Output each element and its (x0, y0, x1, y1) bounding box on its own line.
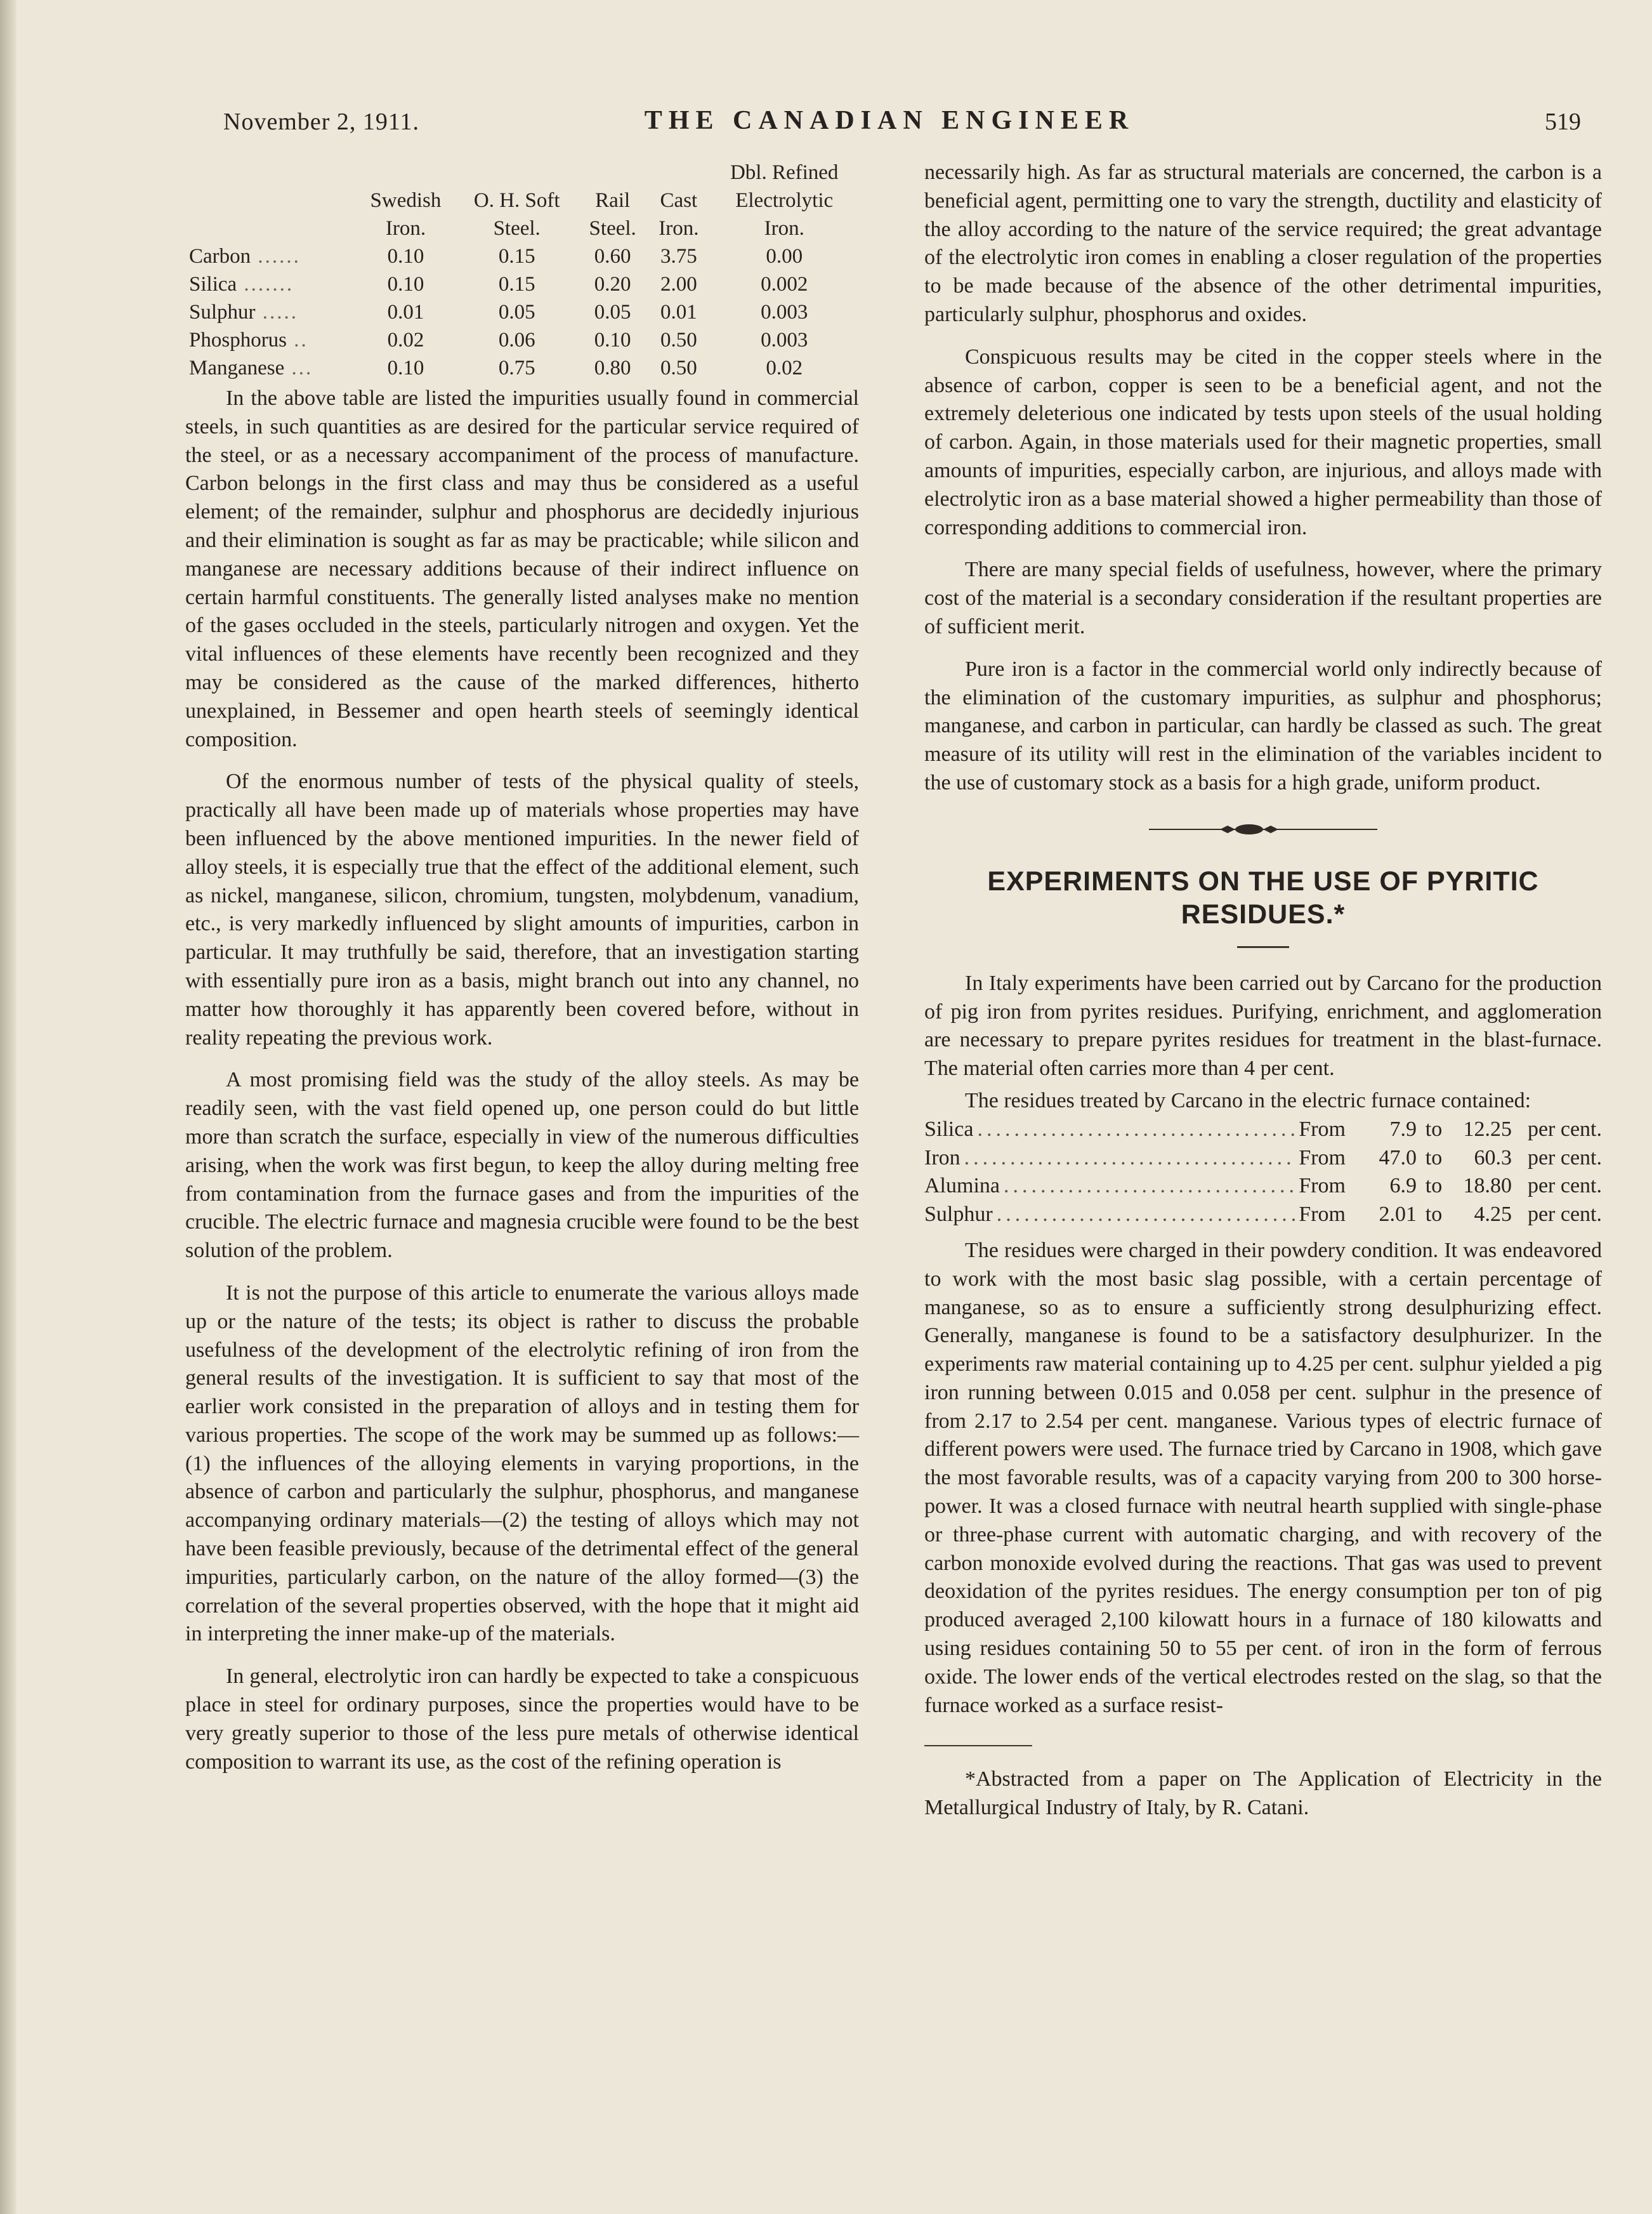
range-low: 47.0 (1379, 1145, 1417, 1170)
range-from-label: From (1299, 1203, 1346, 1227)
issue-date: November 2, 1911. (223, 109, 419, 135)
column-header: Steel. (493, 217, 541, 240)
body-paragraph: A most promising field was the study of the alloy steels. As may be readily seen, with the vast field opened up, one person could do but little more than scratch the surface, especially in view of the numerous difficulties arising, when the work was first begun, to keep the alloy during melting free from contamination from the furnace gases and from the impurities of the crucible. The electric furnace and magnesia crucible were found to be the best solution of the problem. (185, 1068, 859, 1263)
table-header-row-3 (185, 214, 859, 242)
column-header (355, 159, 457, 187)
column-header (648, 159, 709, 187)
left-column (185, 159, 859, 1776)
table-cell: 0.60 (594, 245, 631, 268)
range-high: 60.3 (1474, 1145, 1512, 1170)
column-header: O. H. Soft (473, 189, 560, 212)
leader-dots: ...... (251, 245, 301, 268)
table-cell: 0.02 (766, 357, 803, 379)
table-row (185, 242, 859, 270)
table-cell: 0.003 (761, 301, 808, 324)
journal-masthead: THE CANADIAN ENGINEER (644, 106, 1135, 135)
table-row (185, 298, 859, 326)
table-cell: 0.15 (498, 273, 535, 296)
table-cell: 0.80 (594, 357, 631, 379)
range-high: 18.80 (1463, 1174, 1512, 1198)
table-cell: 2.00 (660, 273, 697, 296)
leader-dots: ... (284, 357, 313, 379)
range-low: 7.9 (1389, 1117, 1417, 1141)
leader-dots: ..... (255, 301, 299, 324)
body-paragraph: In Italy experiments have been carried out by Carcano for the production of pig iron from pyrites residues. Purifying, enrichment, and agglomeration are necessary to prepare pyrites residues for treatment in the blast-furnace. The material often carries more than 4 per cent. (924, 971, 1602, 1081)
leader-dots (1004, 1172, 1295, 1201)
row-label: Phosphorus (189, 329, 287, 352)
table-header-row-2 (185, 187, 859, 214)
leader-dots (964, 1144, 1295, 1173)
range-unit: per cent. (1527, 1203, 1602, 1227)
range-unit: per cent. (1527, 1145, 1602, 1170)
range-to-label: to (1425, 1203, 1443, 1227)
range-high: 4.25 (1474, 1203, 1512, 1227)
component-name: Alumina (924, 1174, 1000, 1198)
range-to-label: to (1425, 1117, 1443, 1141)
range-low: 6.9 (1389, 1174, 1417, 1198)
leader-dots (977, 1116, 1295, 1144)
body-paragraph: It is not the purpose of this article to enumerate the various alloys made up or the nature of the tests; its object is rather to discuss the probable usefulness of the development of the electrolytic refining of iron from the general results of the investigation. It is sufficient to say that most of the earlier work consisted in the preparation of alloys and in testing them for various properties. The scope of the work may be summed up as follows:—(1) the influences of the alloying elements in varying proportions, in the absence of carbon and particularly the sulphur, phosphorus, and manganese accompanying ordinary materials—(2) the testing of alloys which may not have been feasible previously, because of the detrimental effect of the general impurities, particularly carbon, on the nature of the alloy formed—(3) the correlation of the several properties observed, with the hope that it might aid in interpreting the inner make-up of the materials. (185, 1281, 859, 1646)
section-divider-ornament (924, 822, 1602, 837)
column-header: Steel. (589, 217, 636, 240)
body-paragraph: In the above table are listed the impurities usually found in commercial steels, in such quantities as are desired for the particular service required of the steel, or as a necessary accompaniment of the process of manufacture. Carbon belongs in the first class and may thus be considered as a useful element; of the remainder, sulphur and phosphorus are decidedly injurious and their elimination is sought as far as may be practicable; while silicon and manganese are necessary additions because of their indirect influence on certain harmful constituents. The generally listed analyses make no mention of the gases occluded in the steels, particularly nitrogen and oxygen. Yet the vital influences of these elements have recently been recognized and they may be considered as the cause of the marked differences, hitherto unexplained, in Bessemer and open hearth steels of seemingly identical composition. (185, 386, 859, 751)
leader-dots: ....... (237, 273, 294, 296)
leader-dots: .. (287, 329, 308, 352)
range-from-label: From (1299, 1117, 1346, 1141)
column-header (456, 159, 577, 187)
column-header: Iron. (764, 217, 804, 240)
range-high: 12.25 (1463, 1117, 1512, 1141)
table-header-row-1 (185, 159, 859, 187)
table-cell: 0.20 (594, 273, 631, 296)
body-paragraph: Pure iron is a factor in the commercial world only indirectly because of the elimination of the customary impurities, as sulphur and phosphorus; manganese, and carbon in particular, can hardly be classed as such. The great measure of its utility will rest in the elimination of the variables incident to the use of customary stock as a basis for a high grade, uniform product. (924, 657, 1602, 794)
title-rule (1237, 946, 1289, 948)
table-cell: 0.02 (387, 329, 424, 352)
component-name: Iron (924, 1145, 960, 1170)
component-name: Silica (924, 1117, 974, 1141)
table-cell: 0.50 (660, 329, 697, 352)
table-cell: 3.75 (660, 245, 697, 268)
row-label: Silica (189, 273, 237, 296)
table-row (185, 270, 859, 298)
table-cell: 0.15 (498, 245, 535, 268)
range-from-label: From (1299, 1145, 1346, 1170)
list-item (924, 1144, 1602, 1173)
body-paragraph: The residues were charged in their powdery condition. It was endeavored to work with the most basic slag possible, with a certain percentage of manganese, so as to ensure a sufficiently strong desulphurizing effect. Generally, manganese is found to be a satisfactory desulphurizer. In the experiments raw material containing up to 4.25 per cent. sulphur yielded a pig iron running between 0.015 and 0.058 per cent. sulphur in the presence of from 2.17 to 2.54 per cent. manganese. Various types of electric furnace of different powers were used. The furnace tried by Carcano in 1908, which gave the most favorable results, was of a capacity varying from 200 to 300 horse-power. It was a closed furnace with neutral hearth supplied with single-phase or three-phase current with automatic charging, and with recovery of the carbon monoxide evolved during the reactions. That gas was used to prevent deoxidation of the pyrites residues. The energy consumption per ton of pig produced averaged 2,100 kilowatt hours in a furnace of 180 kilowatts and using residues containing 50 to 55 per cent. of iron in the form of ferrous oxide. The lower ends of the vertical electrodes rested on the slag, so that the furnace worked as a surface resist- (924, 1238, 1602, 1717)
column-header: Swedish (370, 189, 442, 212)
table-row (185, 326, 859, 354)
list-item (924, 1116, 1602, 1144)
footnote-rule (924, 1745, 1032, 1746)
table-cell: 0.003 (761, 329, 808, 352)
right-column (924, 159, 1602, 1822)
table-cell: 0.10 (387, 357, 424, 379)
list-item (924, 1172, 1602, 1201)
table-cell: 0.01 (660, 301, 697, 324)
column-header: Iron. (659, 217, 699, 240)
column-header: Rail (595, 189, 631, 212)
body-paragraph: There are many special fields of usefulness, however, where the primary cost of the material is a secondary consideration if the resultant properties are of sufficient merit. (924, 558, 1602, 638)
range-to-label: to (1425, 1174, 1443, 1198)
table-cell: 0.50 (660, 357, 697, 379)
residue-composition-list (924, 1116, 1602, 1229)
page-number: 519 (1545, 109, 1581, 135)
table-row (185, 354, 859, 382)
footnote: *Abstracted from a paper on The Application of Electricity in the Metallurgical Industry of Italy, by R. Catani. (924, 1767, 1602, 1820)
range-to-label: to (1425, 1145, 1443, 1170)
table-cell: 0.002 (761, 273, 808, 296)
table-cell: 0.10 (387, 245, 424, 268)
impurities-analysis-table (185, 159, 859, 382)
body-paragraph: In general, electrolytic iron can hardly be expected to take a conspicuous place in steel for ordinary purposes, since the properties would have to be very greatly superior to those of the less pure metals of otherwise identical composition to warrant its use, as the cost of the refining operation is (185, 1664, 859, 1774)
continued-paragraph: necessarily high. As far as structural materials are concerned, the carbon is a beneficial agent, permitting one to vary the strength, ductility and elasticity of the alloy according to the nature of the service required; the great advantage of the electrolytic iron comes in enabling a closer regulation of the properties to be made because of the absence of the other detrimental impurities, particularly sulphur, phosphorus and oxides. (924, 161, 1602, 326)
table-cell: 0.05 (594, 301, 631, 324)
column-header (577, 159, 648, 187)
table-cell: 0.10 (387, 273, 424, 296)
page-header (185, 96, 1594, 147)
column-header: Dbl. Refined (730, 161, 839, 184)
body-paragraph: The residues treated by Carcano in the electric furnace contained: (965, 1088, 1531, 1112)
range-unit: per cent. (1527, 1174, 1602, 1198)
table-cell: 0.75 (498, 357, 535, 379)
row-label: Sulphur (189, 301, 256, 324)
column-header: Cast (660, 189, 698, 212)
list-item (924, 1201, 1602, 1229)
table-cell: 0.06 (498, 329, 535, 352)
row-label: Carbon (189, 245, 251, 268)
table-cell: 0.00 (766, 245, 803, 268)
page-edge-shadow (0, 0, 16, 2214)
column-header: Electrolytic (735, 189, 834, 212)
ornament-icon (1149, 822, 1377, 837)
component-name: Sulphur (924, 1203, 993, 1227)
body-paragraph: Conspicuous results may be cited in the copper steels where in the absence of carbon, copper is seen to be a beneficial agent, and not the extremely deleterious one indicated by tests upon steels of the usual holding of carbon. Again, in those materials used for their magnetic properties, small amounts of impurities, especially carbon, are injurious, and alloys made with electrolytic iron as a base material showed a higher permeability than those of corresponding additions to commercial iron. (924, 345, 1602, 539)
article-title: EXPERIMENTS ON THE USE OF PYRITIC RESIDUES.* (987, 866, 1539, 930)
range-from-label: From (1299, 1174, 1346, 1198)
leader-dots (997, 1201, 1295, 1229)
body-paragraph: Of the enormous number of tests of the physical quality of steels, practically all have been made up of materials whose properties may have been influenced by the above mentioned impurities. In the newer field of alloy steels, it is especially true that the effect of the additional element, such as nickel, manganese, silicon, chromium, tungsten, molybdenum, vanadium, etc., is very markedly influenced by slight amounts of impurities, carbon in particular. It may truthfully be said, therefore, that an investigation starting with essentially pure iron as a basis, might branch out into any channel, no matter how thoroughly it has apparently been covered before, without in reality repeating the previous work. (185, 770, 859, 1050)
table-cell: 0.10 (594, 329, 631, 352)
table-cell: 0.05 (498, 301, 535, 324)
range-unit: per cent. (1527, 1117, 1602, 1141)
range-low: 2.01 (1379, 1203, 1417, 1227)
row-label: Manganese (189, 357, 285, 379)
column-header: Iron. (385, 217, 426, 240)
table-cell: 0.01 (387, 301, 424, 324)
